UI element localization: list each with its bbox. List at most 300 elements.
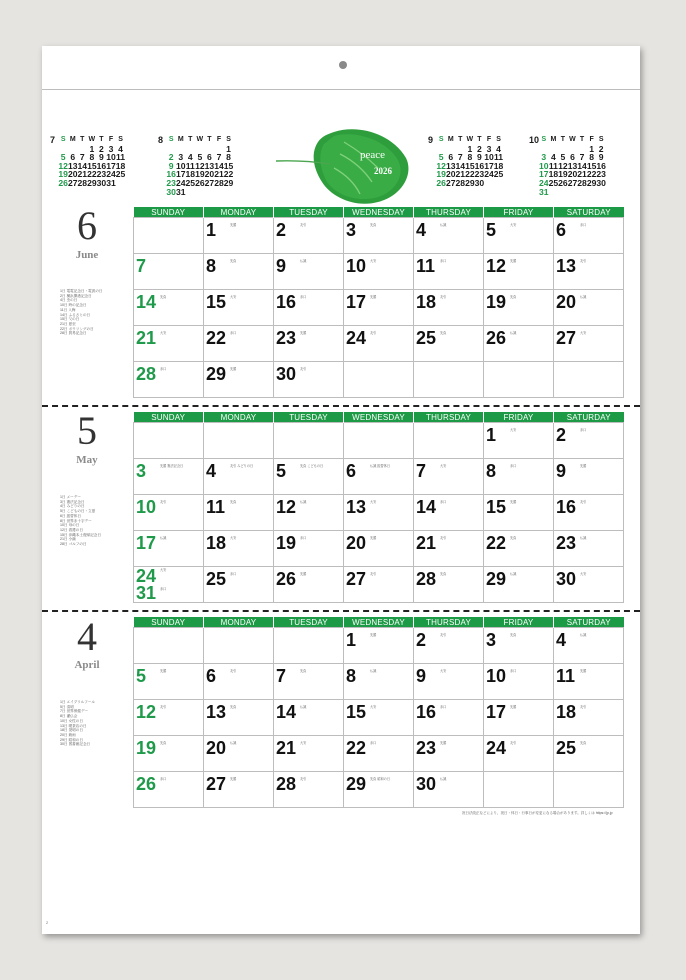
weekday-header: MONDAY	[204, 207, 274, 218]
mini-spacer	[158, 170, 166, 179]
mini-day: 25	[185, 177, 196, 188]
mini-day: 19	[436, 169, 446, 180]
holiday-entry: 20日 穀雨	[60, 732, 76, 737]
mini-day: 23	[596, 169, 606, 180]
day-note: 大安	[580, 572, 587, 576]
month-number: 6	[77, 203, 97, 248]
mini-weekday-header: F	[216, 136, 222, 143]
mini-day	[596, 188, 606, 197]
mini-day: 20	[67, 169, 78, 180]
mini-day: 4	[118, 143, 123, 154]
mini-day: 25	[548, 177, 559, 188]
day-cell	[204, 772, 274, 808]
mini-header-row	[428, 136, 503, 145]
day-cell	[554, 567, 624, 603]
day-number: 6	[206, 666, 217, 686]
day-note: 先勝	[440, 741, 447, 745]
day-note: 先勝	[230, 223, 237, 227]
day-number: 9	[276, 256, 287, 276]
mini-weekday-header: T	[458, 136, 463, 143]
weekday-header: SUNDAY	[134, 207, 204, 218]
leaf-word: peace	[360, 149, 386, 161]
week-row	[134, 772, 624, 808]
day-cell	[344, 772, 414, 808]
day-cell	[274, 700, 344, 736]
mini-day: 4	[187, 152, 193, 163]
mini-day	[568, 188, 578, 197]
day-note: 赤口	[580, 223, 587, 227]
day-number: 6	[556, 220, 567, 240]
day-number: 19	[276, 533, 297, 553]
mini-day: 4	[496, 143, 501, 154]
mini-day: 13	[567, 160, 578, 171]
mini-day: 9	[477, 152, 482, 163]
day-cell	[484, 567, 554, 603]
mini-day: 2	[598, 143, 604, 154]
day-number: 11	[416, 256, 436, 276]
month-name: May	[76, 454, 98, 466]
mini-day: 24	[539, 177, 549, 188]
mini-day: 18	[115, 160, 126, 171]
mini-weekday-header: W	[466, 136, 474, 143]
day-cell	[554, 531, 624, 567]
week-row	[134, 290, 624, 326]
holiday-entry: 10日 女性の日	[60, 718, 83, 723]
mini-day: 9	[598, 152, 604, 163]
day-number: 13	[556, 256, 577, 276]
day-cell	[554, 495, 624, 531]
day-cell	[204, 362, 274, 398]
day-note: 友引	[370, 572, 377, 576]
holiday-entry: 4日 虫の日	[60, 298, 78, 303]
day-number: 1	[486, 425, 497, 445]
day-note: 友引	[230, 669, 237, 673]
mini-day: 22	[586, 169, 597, 180]
holiday-entry: 10日 母の日	[60, 523, 80, 528]
day-cell	[204, 326, 274, 362]
mini-day: 6	[207, 152, 212, 163]
day-cell	[134, 567, 204, 603]
weekday-header: TUESDAY	[274, 617, 344, 628]
day-note: 仏滅	[440, 777, 447, 781]
day-cell	[554, 628, 624, 664]
mini-day: 27	[567, 177, 578, 188]
month-number: 4	[77, 614, 97, 659]
day-note: 仏滅	[370, 669, 377, 673]
mini-day: 1	[467, 143, 473, 154]
mini-day: 12	[58, 160, 68, 171]
day-number: 13	[206, 702, 227, 722]
day-number: 11	[206, 497, 226, 517]
day-number: 23	[276, 328, 297, 348]
day-cell	[344, 567, 414, 603]
day-cell	[204, 736, 274, 772]
day-note: 先勝	[580, 669, 587, 673]
mini-spacer	[428, 179, 436, 188]
holiday-entry: 7日 世界保健デー	[60, 709, 89, 714]
mini-day: 2	[168, 152, 174, 163]
day-cell	[344, 628, 414, 664]
day-cell	[274, 736, 344, 772]
day-note: 赤口	[160, 367, 167, 371]
day-cell	[274, 362, 344, 398]
mini-weekday-header: T	[477, 136, 482, 143]
day-note: 友引	[510, 741, 517, 745]
mini-header-row	[50, 136, 125, 145]
month-number: 5	[77, 408, 97, 453]
mini-day: 1	[89, 143, 95, 154]
day-cell	[204, 218, 274, 254]
weekday-header: WEDNESDAY	[344, 412, 414, 423]
weekday-header: THURSDAY	[414, 617, 484, 628]
day-cell	[414, 531, 484, 567]
mini-day: 10	[539, 160, 549, 171]
mini-weekday-header: F	[108, 136, 114, 143]
mini-day: 21	[214, 169, 224, 180]
day-number: 9	[416, 666, 427, 686]
mini-day: 5	[560, 152, 566, 163]
day-number: 19	[136, 738, 157, 758]
day-note: 先勝	[510, 705, 517, 709]
mini-day: 3	[108, 143, 114, 154]
holiday-entry: 4日 みどりの日	[60, 504, 85, 509]
mini-day: 8	[467, 152, 473, 163]
day-cell	[274, 290, 344, 326]
holiday-entry: 1日 エイプリルフール	[60, 700, 95, 704]
day-number: 16	[556, 497, 577, 517]
day-number: 7	[276, 666, 287, 686]
day-number: 20	[346, 533, 367, 553]
holiday-list	[60, 495, 130, 547]
day-number: 17	[346, 292, 367, 312]
day-cell	[554, 362, 624, 398]
day-number: 17	[486, 702, 507, 722]
day-cell	[204, 531, 274, 567]
day-cell	[484, 326, 554, 362]
day-number: 18	[206, 533, 227, 553]
day-note: 先勝	[370, 536, 377, 540]
day-cell	[134, 495, 204, 531]
day-cell	[484, 664, 554, 700]
holiday-entry: 11日 入梅	[60, 307, 76, 312]
day-cell	[204, 567, 274, 603]
mini-day: 12	[195, 160, 205, 171]
day-number: 7	[416, 461, 427, 481]
footer-note: 祝日法改正などにより、祝日・休日・行事日が変更になる場合があります。詳しくは https://jp.jp	[462, 811, 613, 815]
mini-day: 17	[106, 160, 116, 171]
mini-day: 21	[77, 169, 88, 180]
mini-day: 26	[58, 177, 68, 188]
mini-spacer	[529, 153, 539, 162]
mini-day: 19	[58, 169, 68, 180]
day-note: 仏滅	[580, 633, 587, 637]
mini-day: 15	[87, 160, 97, 171]
day-cell	[134, 628, 204, 664]
weekday-header: MONDAY	[204, 412, 274, 423]
weekday-header: FRIDAY	[484, 207, 554, 218]
mini-day: 25	[493, 169, 504, 180]
mini-day: 13	[67, 160, 78, 171]
mini-day: 16	[96, 160, 107, 171]
day-cell	[484, 459, 554, 495]
mini-day: 17	[175, 169, 186, 180]
day-note: 先負	[230, 500, 237, 504]
day-cell	[484, 362, 554, 398]
mini-day: 22	[465, 169, 475, 180]
day-number: 22	[346, 738, 367, 758]
mini-day: 18	[493, 160, 504, 171]
day-note: 大安	[300, 741, 307, 745]
day-note: 先負	[160, 295, 167, 299]
mini-day: 5	[197, 152, 203, 163]
mini-weekday-header: S	[598, 136, 604, 143]
mini-day: 15	[586, 160, 597, 171]
day-note: 先勝	[370, 295, 377, 299]
mini-month-number: 8	[158, 135, 164, 145]
mini-spacer	[428, 162, 436, 171]
day-cell	[274, 254, 344, 290]
mini-weekday-header: T	[207, 136, 212, 143]
mini-day: 20	[204, 169, 215, 180]
day-cell	[204, 495, 274, 531]
day-number: 26	[486, 328, 507, 348]
mini-day: 7	[216, 152, 222, 163]
month-name: June	[75, 249, 99, 261]
day-cell	[344, 326, 414, 362]
week-row	[134, 459, 624, 495]
day-cell	[484, 772, 554, 808]
mini-weekday-header: W	[88, 136, 96, 143]
mini-day: 8	[226, 152, 231, 163]
day-number: 27	[556, 328, 577, 348]
day-cell	[134, 700, 204, 736]
mini-spacer	[428, 145, 436, 154]
day-number: 21	[416, 533, 437, 553]
holiday-list	[60, 700, 130, 747]
day-number: 3	[136, 461, 147, 481]
mini-day: 24	[106, 169, 116, 180]
day-number: 30	[556, 569, 577, 589]
day-note: 友引	[370, 331, 377, 335]
mini-day: 28	[214, 177, 224, 188]
month-grid-april	[133, 617, 624, 808]
mini-spacer	[158, 145, 166, 154]
day-cell	[414, 326, 484, 362]
day-number: 26	[276, 569, 297, 589]
mini-day: 31	[175, 186, 186, 197]
mini-calendar-october	[529, 136, 606, 196]
day-number: 27	[206, 774, 227, 794]
day-note: 先勝	[300, 331, 307, 335]
holiday-entry: 22日 ボウリングの日	[60, 326, 94, 331]
weekday-header: FRIDAY	[484, 617, 554, 628]
mini-day: 6	[448, 152, 454, 163]
mini-day: 9	[99, 152, 104, 163]
weekday-header-row	[134, 412, 624, 423]
day-note: 先勝 憲法記念日	[160, 464, 184, 468]
day-number: 19	[486, 292, 507, 312]
day-number: 28	[276, 774, 297, 794]
mini-day: 26	[195, 177, 205, 188]
day-note: 仏滅 振替休日	[370, 464, 391, 468]
day-number: 1	[346, 630, 357, 650]
mini-weekday-header: M	[550, 136, 557, 143]
day-note: 先負 こどもの日	[300, 464, 324, 468]
mini-day: 6	[70, 152, 76, 163]
day-note: 大安	[440, 669, 447, 673]
mini-day: 31	[106, 177, 116, 188]
day-cell	[484, 531, 554, 567]
day-note: 大安	[440, 464, 447, 468]
holiday-entry: 13日 喫茶店の日	[60, 723, 87, 728]
mini-day: 7	[457, 152, 463, 163]
day-note: 先勝	[300, 572, 307, 576]
mini-month-number: 10	[529, 135, 540, 145]
day-number-second: 31	[136, 583, 157, 603]
holiday-entry: 15日 父の日	[60, 317, 80, 322]
day-note: 先勝	[230, 777, 237, 781]
mini-day: 11	[185, 160, 195, 171]
mini-day: 11	[494, 152, 504, 163]
day-number: 6	[346, 461, 357, 481]
mini-day: 10	[175, 160, 186, 171]
holiday-entry: 18日 発明の日	[60, 728, 83, 733]
mini-day	[186, 188, 196, 197]
mini-week-row	[529, 188, 606, 197]
mini-day: 30	[596, 177, 606, 188]
day-cell	[134, 254, 204, 290]
mini-day: 26	[436, 177, 446, 188]
day-cell	[204, 290, 274, 326]
month-grid-may	[133, 412, 624, 603]
mini-day: 27	[445, 177, 456, 188]
day-cell	[204, 459, 274, 495]
holiday-entry: 30日 図書館記念日	[60, 742, 91, 747]
day-cell	[274, 772, 344, 808]
day-cell	[554, 664, 624, 700]
day-number: 16	[276, 292, 297, 312]
day-note: 赤口	[510, 464, 517, 468]
day-number: 26	[136, 774, 157, 794]
day-cell	[484, 290, 554, 326]
mini-day: 12	[558, 160, 568, 171]
week-row	[134, 218, 624, 254]
day-cell	[134, 736, 204, 772]
mini-day	[116, 179, 126, 188]
weekday-header: TUESDAY	[274, 412, 344, 423]
day-number: 4	[556, 630, 567, 650]
day-note: 大安	[230, 295, 237, 299]
day-number: 4	[206, 461, 217, 481]
day-cell	[414, 254, 484, 290]
mini-day: 24	[175, 177, 186, 188]
mini-spacer	[428, 170, 436, 179]
day-cell	[134, 664, 204, 700]
day-cell	[414, 423, 484, 459]
mini-day: 28	[577, 177, 587, 188]
day-number: 10	[346, 256, 367, 276]
holiday-entry: 29日 昭和の日	[60, 737, 83, 742]
day-cell	[484, 495, 554, 531]
day-number: 4	[416, 220, 427, 240]
mini-spacer	[428, 153, 436, 162]
mini-spacer	[529, 162, 539, 171]
day-number: 23	[416, 738, 437, 758]
day-cell	[414, 495, 484, 531]
day-number: 14	[136, 292, 157, 312]
day-note: 大安	[580, 331, 587, 335]
day-number: 5	[276, 461, 287, 481]
day-cell	[204, 628, 274, 664]
mini-weekday-header: M	[447, 136, 454, 143]
holiday-list	[60, 289, 130, 336]
day-note: 赤口	[440, 500, 447, 504]
mini-day	[224, 188, 234, 197]
week-row	[134, 628, 624, 664]
mini-spacer	[529, 179, 539, 188]
weekday-header: TUESDAY	[274, 207, 344, 218]
day-cell	[554, 459, 624, 495]
day-cell	[204, 254, 274, 290]
day-cell	[554, 700, 624, 736]
day-number: 25	[556, 738, 577, 758]
day-number: 15	[346, 702, 367, 722]
top-fold-line	[42, 89, 640, 90]
mini-day: 30	[166, 186, 176, 197]
mini-day: 21	[455, 169, 466, 180]
day-number: 13	[346, 497, 367, 517]
monstera-leaf-illustration	[274, 124, 416, 208]
mini-spacer	[529, 170, 539, 179]
week-row	[134, 423, 624, 459]
day-note: 仏滅	[230, 741, 237, 745]
day-cell	[274, 218, 344, 254]
mini-day: 9	[168, 160, 174, 171]
day-note: 赤口	[230, 572, 237, 576]
day-cell	[134, 218, 204, 254]
day-number: 7	[136, 256, 147, 276]
day-cell	[274, 423, 344, 459]
day-number: 5	[486, 220, 497, 240]
day-cell	[134, 423, 204, 459]
mini-day: 14	[577, 160, 587, 171]
day-number: 22	[486, 533, 507, 553]
mini-day: 2	[99, 143, 104, 154]
day-note: 友引	[160, 500, 167, 504]
mini-spacer	[158, 153, 166, 162]
mini-day: 30	[96, 177, 107, 188]
day-cell	[274, 567, 344, 603]
day-note: 友引	[440, 633, 447, 637]
day-cell	[414, 736, 484, 772]
mini-weekday-header: T	[579, 136, 585, 143]
mini-day: 14	[77, 160, 88, 171]
day-number: 3	[486, 630, 497, 650]
hanging-hole	[339, 61, 347, 69]
day-cell	[274, 664, 344, 700]
mini-day: 7	[79, 152, 85, 163]
day-note: 先負	[580, 741, 587, 745]
day-note-second: 赤口	[160, 587, 167, 591]
mini-day: 17	[539, 169, 549, 180]
day-number: 28	[136, 364, 157, 384]
mini-day: 28	[77, 177, 88, 188]
mini-day: 29	[223, 177, 234, 188]
day-number: 18	[416, 292, 437, 312]
day-note: 仏滅	[580, 295, 587, 299]
mini-weekday-header: M	[69, 136, 76, 143]
day-number: 25	[416, 328, 437, 348]
